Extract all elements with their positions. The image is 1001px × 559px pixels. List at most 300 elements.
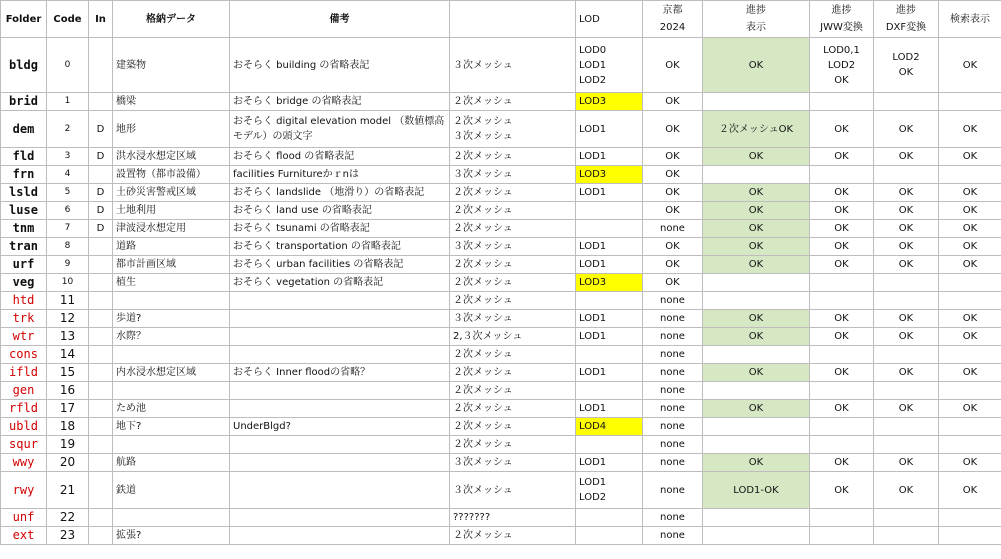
jww-cell-line: OK	[834, 151, 849, 162]
display-cell: OK	[703, 184, 810, 202]
kyoto-cell: none	[643, 364, 703, 382]
display-cell: OK	[703, 454, 810, 472]
mesh-cell	[450, 148, 576, 166]
in-cell	[89, 382, 113, 400]
kyoto-cell: none	[643, 454, 703, 472]
kyoto-cell: OK	[643, 256, 703, 274]
data-cell: 都市計画区域	[113, 256, 230, 274]
note-cell-line: おそらく tsunami の省略表記	[233, 223, 370, 234]
search-cell	[939, 292, 1001, 310]
code-cell: 13	[47, 328, 89, 346]
search-cell: OK	[939, 38, 1001, 93]
kyoto-cell: none	[643, 400, 703, 418]
in-cell	[89, 274, 113, 292]
lod-cell-line: LOD1	[579, 367, 607, 378]
mesh-cell-line: ３次メッシュ	[453, 59, 513, 71]
lod-cell-line: LOD1	[579, 151, 607, 162]
data-cell: 水際？	[113, 328, 230, 346]
in-cell	[89, 418, 113, 436]
data-cell: 設置物（都市設備）	[113, 166, 230, 184]
code-cell: 23	[47, 527, 89, 545]
header-row	[1, 1, 1001, 38]
dxf-cell	[874, 400, 939, 418]
note-cell	[230, 274, 450, 292]
lod-cell	[576, 238, 643, 256]
search-cell: OK	[939, 454, 1001, 472]
dxf-cell	[874, 38, 939, 93]
lod-cell-line: LOD1	[579, 259, 607, 270]
folder-cell: squr	[1, 436, 47, 454]
lod-cell	[576, 509, 643, 527]
in-cell: D	[89, 202, 113, 220]
lod-cell	[576, 148, 643, 166]
lod-cell-line: LOD1	[579, 241, 607, 252]
display-cell: OK	[703, 238, 810, 256]
folder-cell: rfld	[1, 400, 47, 418]
lod-cell-line: LOD3	[579, 169, 607, 180]
dxf-cell-line: OK	[898, 241, 914, 252]
folder-cell: wtr	[1, 328, 47, 346]
display-cell: OK	[703, 328, 810, 346]
jww-cell	[810, 238, 874, 256]
data-cell: 土地利用	[113, 202, 230, 220]
jww-cell-line: OK	[834, 484, 849, 496]
lod-cell-line: LOD0	[579, 44, 607, 56]
search-cell	[939, 346, 1001, 364]
data-cell: 植生	[113, 274, 230, 292]
kyoto-cell: OK	[643, 93, 703, 111]
lod-cell	[576, 292, 643, 310]
data-cell: 鉄道	[113, 472, 230, 509]
jww-cell	[810, 328, 874, 346]
search-cell: OK	[939, 202, 1001, 220]
mesh-cell	[450, 527, 576, 545]
dxf-cell	[874, 310, 939, 328]
dxf-cell	[874, 111, 939, 148]
jww-cell-line: OK	[834, 367, 849, 378]
folder-cell: tran	[1, 238, 47, 256]
code-cell: 15	[47, 364, 89, 382]
lod-cell	[576, 256, 643, 274]
note-cell	[230, 184, 450, 202]
search-cell	[939, 436, 1001, 454]
dxf-cell-line: OK	[898, 67, 914, 78]
mesh-cell	[450, 274, 576, 292]
note-cell	[230, 111, 450, 148]
table-row	[1, 238, 1001, 256]
header-jww-line1: 進捗	[831, 5, 852, 16]
dxf-cell	[874, 346, 939, 364]
table-row	[1, 111, 1001, 148]
mesh-cell-line: ２次メッシュ	[453, 151, 513, 162]
kyoto-cell: OK	[643, 274, 703, 292]
table-row	[1, 220, 1001, 238]
kyoto-cell: OK	[643, 202, 703, 220]
jww-cell	[810, 509, 874, 527]
jww-cell	[810, 202, 874, 220]
folder-cell: urf	[1, 256, 47, 274]
jww-cell-line: OK	[834, 241, 849, 252]
data-cell	[113, 509, 230, 527]
display-cell	[703, 527, 810, 545]
code-cell: 5	[47, 184, 89, 202]
note-cell	[230, 38, 450, 93]
table-row	[1, 38, 1001, 93]
code-cell: 3	[47, 148, 89, 166]
mesh-cell-line: ２次メッシュ	[453, 530, 513, 541]
in-cell	[89, 527, 113, 545]
code-cell: 18	[47, 418, 89, 436]
jww-cell	[810, 527, 874, 545]
note-cell	[230, 472, 450, 509]
search-cell: OK	[939, 111, 1001, 148]
display-cell	[703, 274, 810, 292]
in-cell	[89, 292, 113, 310]
lod-cell	[576, 436, 643, 454]
search-cell	[939, 527, 1001, 545]
header-jww	[810, 1, 874, 38]
lod-cell	[576, 111, 643, 148]
mesh-cell	[450, 256, 576, 274]
mesh-cell	[450, 328, 576, 346]
jww-cell	[810, 184, 874, 202]
jww-cell-line: OK	[834, 123, 849, 135]
note-cell	[230, 93, 450, 111]
in-cell	[89, 400, 113, 418]
lod-cell	[576, 346, 643, 364]
table-row	[1, 364, 1001, 382]
dxf-cell-line: OK	[898, 205, 914, 216]
kyoto-cell: OK	[643, 38, 703, 93]
kyoto-cell: OK	[643, 238, 703, 256]
lod-cell	[576, 454, 643, 472]
in-cell	[89, 38, 113, 93]
note-cell-line: UnderBlgd?	[233, 421, 291, 432]
in-cell: D	[89, 148, 113, 166]
search-cell: OK	[939, 148, 1001, 166]
data-cell: 道路	[113, 238, 230, 256]
display-cell: OK	[703, 310, 810, 328]
jww-cell	[810, 148, 874, 166]
jww-cell	[810, 436, 874, 454]
code-cell: 20	[47, 454, 89, 472]
data-cell: 地下?	[113, 418, 230, 436]
mesh-cell-line: ２次メッシュ	[453, 223, 513, 234]
header-kyoto-line1: 京都	[662, 5, 683, 16]
jww-cell-line: LOD0,1	[823, 44, 860, 56]
jww-cell-line: OK	[834, 403, 849, 414]
lod-cell-line: LOD1	[579, 403, 607, 414]
display-cell: OK	[703, 148, 810, 166]
note-cell	[230, 509, 450, 527]
data-cell: 内水浸水想定区域	[113, 364, 230, 382]
display-cell	[703, 93, 810, 111]
kyoto-cell: none	[643, 292, 703, 310]
dxf-cell	[874, 166, 939, 184]
header-mesh	[450, 1, 576, 38]
note-cell	[230, 436, 450, 454]
note-cell	[230, 292, 450, 310]
header-kyoto	[643, 1, 703, 38]
mesh-cell-line: ３次メッシュ	[453, 131, 513, 142]
folder-cell: ifld	[1, 364, 47, 382]
lod-cell	[576, 202, 643, 220]
lod-cell-line: LOD1	[579, 59, 607, 71]
note-cell-line: おそらく digital elevation model （数値標高	[233, 116, 445, 127]
header-jww-line2: JWW変換	[820, 22, 863, 33]
display-cell	[703, 436, 810, 454]
in-cell	[89, 328, 113, 346]
mesh-cell	[450, 400, 576, 418]
header-dxf	[874, 1, 939, 38]
dxf-cell	[874, 328, 939, 346]
search-cell: OK	[939, 400, 1001, 418]
header-folder: Folder	[1, 1, 47, 38]
lod-cell	[576, 38, 643, 93]
lod-cell-line: LOD2	[579, 74, 607, 86]
note-cell	[230, 220, 450, 238]
table-row	[1, 454, 1001, 472]
in-cell: D	[89, 220, 113, 238]
lod-cell	[576, 274, 643, 292]
kyoto-cell: none	[643, 382, 703, 400]
mesh-cell	[450, 509, 576, 527]
display-cell: OK	[703, 38, 810, 93]
header-note: 備考	[230, 1, 450, 38]
data-cell	[113, 436, 230, 454]
dxf-cell	[874, 292, 939, 310]
jww-cell	[810, 93, 874, 111]
folder-cell: bldg	[1, 38, 47, 93]
dxf-cell	[874, 202, 939, 220]
jww-cell-line: OK	[834, 74, 849, 86]
kyoto-cell: OK	[643, 184, 703, 202]
note-cell	[230, 328, 450, 346]
mesh-cell-line: ３次メッシュ	[453, 169, 513, 180]
jww-cell	[810, 220, 874, 238]
jww-cell-line: OK	[834, 259, 849, 270]
lod-cell-line: LOD2	[579, 492, 607, 503]
dxf-cell-line: OK	[898, 484, 914, 496]
mesh-cell	[450, 166, 576, 184]
note-cell-line: おそらく land use の省略表記	[233, 205, 372, 216]
lod-cell	[576, 472, 643, 509]
dxf-cell	[874, 256, 939, 274]
kyoto-cell: OK	[643, 166, 703, 184]
data-cell: 津波浸水想定用	[113, 220, 230, 238]
note-cell-line: おそらく building の省略表記	[233, 59, 370, 71]
table-row	[1, 93, 1001, 111]
data-cell: 歩道?	[113, 310, 230, 328]
search-cell: OK	[939, 472, 1001, 509]
display-cell	[703, 346, 810, 364]
table-row	[1, 292, 1001, 310]
mesh-cell	[450, 418, 576, 436]
search-cell: OK	[939, 220, 1001, 238]
folder-cell: frn	[1, 166, 47, 184]
folder-cell: rwy	[1, 472, 47, 509]
code-cell: 1	[47, 93, 89, 111]
lod-cell	[576, 382, 643, 400]
folder-cell: fld	[1, 148, 47, 166]
display-cell: ２次メッシュOK	[703, 111, 810, 148]
dxf-cell-line: OK	[898, 259, 914, 270]
dxf-cell	[874, 454, 939, 472]
kyoto-cell: OK	[643, 148, 703, 166]
dxf-cell-line: OK	[898, 123, 914, 135]
note-cell-line: おそらく bridge の省略表記	[233, 96, 362, 107]
table-row	[1, 166, 1001, 184]
note-cell-line: おそらく Inner floodの省略？	[233, 367, 371, 378]
table-row	[1, 148, 1001, 166]
table-row	[1, 527, 1001, 545]
code-cell: 4	[47, 166, 89, 184]
search-cell	[939, 418, 1001, 436]
data-cell: ため池	[113, 400, 230, 418]
table-row	[1, 256, 1001, 274]
dxf-cell	[874, 238, 939, 256]
jww-cell	[810, 364, 874, 382]
header-in: In	[89, 1, 113, 38]
note-cell-line: おそらく urban facilities の省略表記	[233, 259, 404, 270]
jww-cell	[810, 274, 874, 292]
header-data: 格納データ	[113, 1, 230, 38]
table-row	[1, 274, 1001, 292]
search-cell: OK	[939, 328, 1001, 346]
data-cell: 地形	[113, 111, 230, 148]
in-cell	[89, 166, 113, 184]
mesh-cell-line: ２次メッシュ	[453, 96, 513, 107]
dxf-cell	[874, 382, 939, 400]
jww-cell	[810, 418, 874, 436]
jww-cell	[810, 292, 874, 310]
display-cell: OK	[703, 256, 810, 274]
display-cell	[703, 509, 810, 527]
header-display	[703, 1, 810, 38]
note-cell-line: おそらく flood の省略表記	[233, 151, 355, 162]
jww-cell-line: OK	[834, 331, 849, 342]
search-cell: OK	[939, 310, 1001, 328]
data-cell: 橋梁	[113, 93, 230, 111]
in-cell	[89, 436, 113, 454]
mesh-cell-line: ???????	[453, 512, 491, 523]
note-cell	[230, 166, 450, 184]
mesh-cell-line: ３次メッシュ	[453, 457, 513, 468]
dxf-cell	[874, 436, 939, 454]
code-cell: 6	[47, 202, 89, 220]
in-cell	[89, 238, 113, 256]
in-cell: D	[89, 111, 113, 148]
mesh-cell	[450, 454, 576, 472]
display-cell	[703, 382, 810, 400]
jww-cell	[810, 346, 874, 364]
dxf-cell-line: OK	[898, 403, 914, 414]
header-dxf-line1: 進捗	[896, 5, 916, 16]
note-cell-line: facilities Furnitureかｒnは	[233, 169, 359, 180]
lod-cell	[576, 400, 643, 418]
in-cell	[89, 93, 113, 111]
dxf-cell-line: OK	[898, 187, 914, 198]
in-cell	[89, 256, 113, 274]
kyoto-cell: none	[643, 436, 703, 454]
code-cell: 11	[47, 292, 89, 310]
lod-cell	[576, 166, 643, 184]
dxf-cell-line: LOD2	[892, 52, 920, 63]
mesh-cell	[450, 364, 576, 382]
search-cell: OK	[939, 184, 1001, 202]
in-cell	[89, 364, 113, 382]
note-cell	[230, 364, 450, 382]
note-cell	[230, 382, 450, 400]
dxf-cell-line: OK	[898, 313, 914, 324]
header-lod: LOD	[576, 1, 643, 38]
note-cell-line: おそらく transportation の省略表記	[233, 241, 401, 252]
note-cell-line: おそらく landslide （地滑り）の省略表記	[233, 187, 425, 198]
dxf-cell	[874, 184, 939, 202]
mesh-cell	[450, 202, 576, 220]
folder-cell: cons	[1, 346, 47, 364]
note-cell	[230, 202, 450, 220]
jww-cell	[810, 256, 874, 274]
mesh-cell	[450, 220, 576, 238]
data-cell	[113, 346, 230, 364]
mesh-cell-line: ２次メッシュ	[453, 403, 513, 414]
data-cell: 洪水浸水想定区域	[113, 148, 230, 166]
code-cell: 21	[47, 472, 89, 509]
lod-cell	[576, 310, 643, 328]
search-cell	[939, 93, 1001, 111]
code-cell: 19	[47, 436, 89, 454]
folder-cell: unf	[1, 509, 47, 527]
display-cell: LOD1-OK	[703, 472, 810, 509]
in-cell	[89, 346, 113, 364]
note-cell	[230, 346, 450, 364]
note-cell	[230, 418, 450, 436]
display-cell: OK	[703, 220, 810, 238]
data-cell	[113, 382, 230, 400]
table-row	[1, 382, 1001, 400]
folder-cell: trk	[1, 310, 47, 328]
search-cell: OK	[939, 256, 1001, 274]
note-cell	[230, 238, 450, 256]
header-kyoto-line2: 2024	[659, 22, 686, 33]
folder-cell: lsld	[1, 184, 47, 202]
note-cell	[230, 454, 450, 472]
lod-cell-line: LOD1	[579, 313, 607, 324]
kyoto-cell: none	[643, 527, 703, 545]
dxf-cell	[874, 274, 939, 292]
data-cell: 航路	[113, 454, 230, 472]
search-cell	[939, 509, 1001, 527]
lod-cell-line: LOD3	[579, 96, 607, 107]
mesh-cell-line: ２次メッシュ	[453, 421, 513, 432]
code-cell: 2	[47, 111, 89, 148]
jww-cell-line: OK	[834, 223, 849, 234]
jww-cell	[810, 382, 874, 400]
mesh-cell-line: ２次メッシュ	[453, 439, 513, 450]
code-cell: 12	[47, 310, 89, 328]
header-display-line1: 進捗	[746, 5, 766, 16]
kyoto-cell: none	[643, 418, 703, 436]
jww-cell	[810, 111, 874, 148]
display-cell: OK	[703, 202, 810, 220]
mesh-cell-line: ２次メッシュ	[453, 277, 513, 288]
mesh-cell-line: ２次メッシュ	[453, 259, 513, 270]
mesh-cell-line: ３次メッシュ	[453, 484, 513, 496]
kyoto-cell: none	[643, 509, 703, 527]
note-cell	[230, 148, 450, 166]
mesh-cell	[450, 111, 576, 148]
